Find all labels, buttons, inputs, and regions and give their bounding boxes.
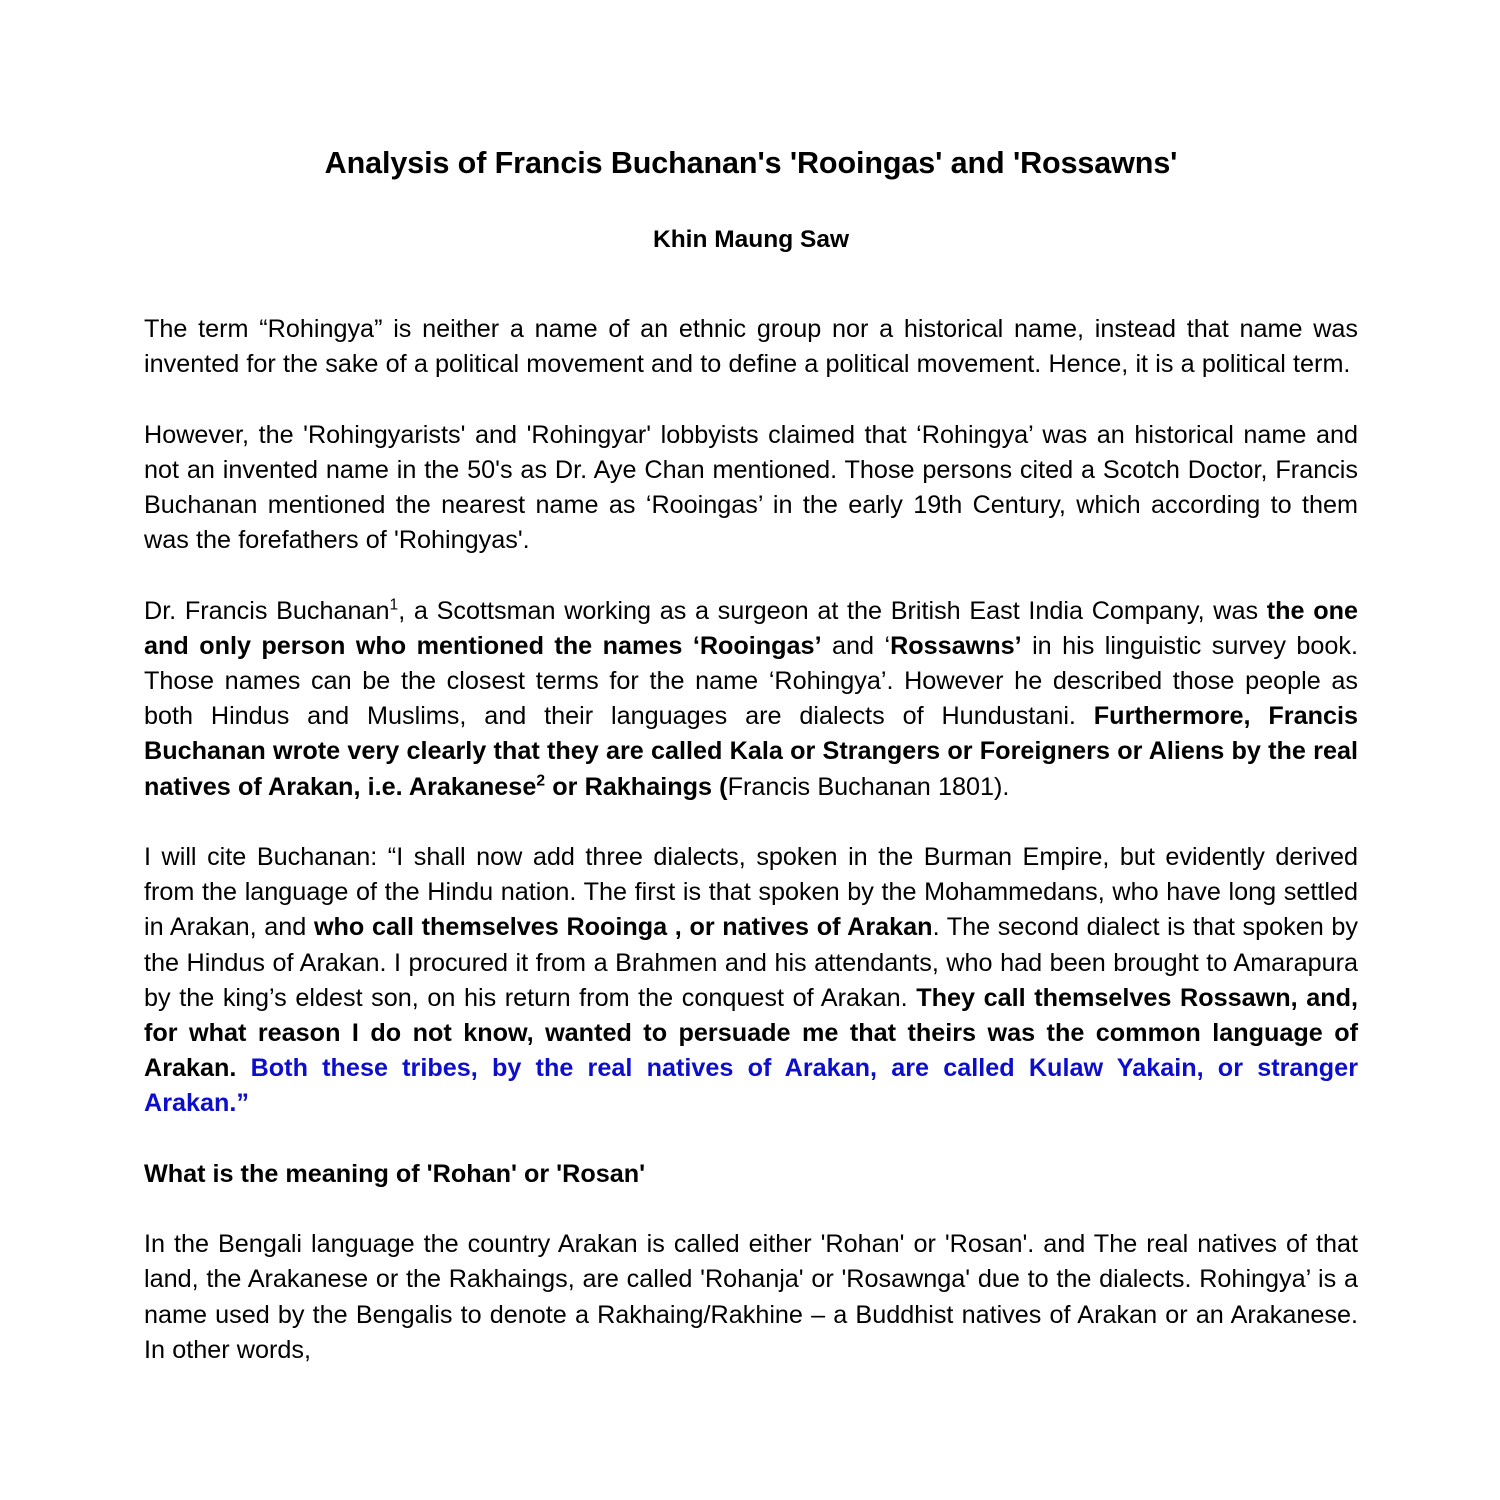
p4-bold-run-1: who call themselves Rooinga , or natives of Arakan (313, 913, 933, 942)
p3-bold-run-4: or Rakhaings ( (545, 772, 728, 801)
p3-text-run-2: , a Scottsman working as a surgeon at the British East India Company, was (398, 596, 1267, 625)
document-content-column (144, 0, 1358, 1368)
page-title: Analysis of Francis Buchanan's 'Rooingas' and 'Rossawns' (324, 146, 1178, 180)
p3-text-run-3: and ‘ (821, 631, 891, 660)
p3-text-run-4: in his linguistic survey book. Those names can be the closest terms for the name ‘Rohingya’. However he described those people as both Hindus and Muslims, and their languages are dialects of Hundustani. (144, 631, 1358, 731)
paragraph-4-buchanan-quote (144, 840, 1358, 1122)
paragraph-2: However, the 'Rohingyarists' and 'Rohingyar' lobbyists claimed that ‘Rohingya’ was an historical name and not an invented name in the 50's as Dr. Aye Chan mentioned. Those persons cited a Scotch Doctor, Francis Buchanan mentioned the nearest name as ‘Rooingas’ in the early 19th Century, which according to them was the forefathers of 'Rohingyas'. (144, 420, 1358, 555)
p3-bold-run-1: the one and only person who mentioned the names ‘Rooingas’ (144, 596, 1358, 660)
section-heading-rohan-rosan: What is the meaning of 'Rohan' or 'Rosan' (144, 1159, 646, 1188)
p3-bold-run-2: Rossawns’ (890, 631, 1022, 660)
p4-text-run-1: I will cite Buchanan: “I shall now add three dialects, spoken in the Burman Empire, but evidently derived from the language of the Hindu nation. The first is that spoken by the Mohammedans, who have long settled in Arakan, and (144, 843, 1358, 942)
paragraph-3 (144, 594, 1358, 805)
document-body (144, 255, 1358, 1368)
paragraph-5: In the Bengali language the country Arakan is called either 'Rohan' or 'Rosan'. and The real natives of that land, the Arakanese or the Rakhaings, are called 'Rohanja' or 'Rosawnga' due to the dialects. Rohingya’ is a name used by the Bengalis to denote a Rakhaing/Rakhine – a Buddhist natives of Arakan or an Arakanese. In other words, (144, 1230, 1358, 1364)
p3-bold-run-3: Furthermore, Francis Buchanan wrote very clearly that they are called Kala or Strangers or Foreigners or Aliens by the real natives of Arakan, i.e. Arakanese (144, 702, 1358, 801)
p4-bold-run-2: They call themselves Rossawn, and, for what reason I do not know, wanted to persuade me that theirs was the common language of Arakan. (144, 983, 1358, 1083)
footnote-marker-1: 1 (389, 596, 399, 614)
p3-text-run-5: Francis Buchanan 1801). (727, 772, 1010, 801)
p3-text-run-1: Dr. Francis Buchanan (144, 596, 390, 625)
author-name: Khin Maung Saw (653, 226, 849, 253)
paragraph-1: The term “Rohingya” is neither a name of an ethnic group nor a historical name, instead that name was invented for the sake of a political movement and to define a political movement. Hence, it is a political term. (144, 315, 1358, 379)
footnote-marker-2: 2 (536, 772, 546, 790)
p4-text-run-2: . The second dialect is that spoken by the Hindus of Arakan. I procured it from a Brahmen and his attendants, who had been brought to Amarapura by the king’s eldest son, on his return from the conquest of Arakan. (144, 913, 1359, 1012)
p4-highlighted-blue-run: Both these tribes, by the real natives of Arakan, are called Kulaw Yakain, or stranger Arakan.” (144, 1054, 1358, 1118)
